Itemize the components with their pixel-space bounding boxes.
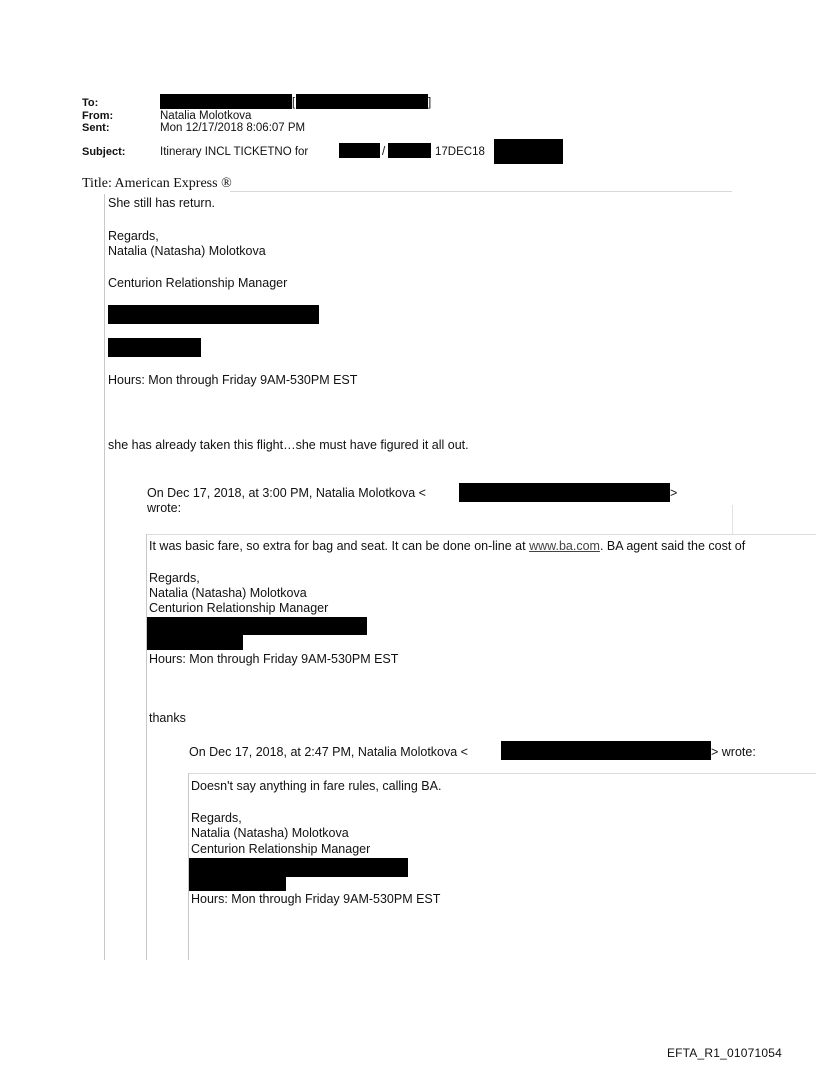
subject-label: Subject:	[82, 146, 126, 158]
redaction-quote-1-sig-1	[147, 617, 367, 635]
quote-1-right-mark	[732, 505, 733, 534]
ba-link[interactable]: www.ba.com	[529, 539, 600, 553]
quote-1-body: It was basic fare, so extra for bag and seat. It can be done on-line at www.ba.com. BA agent said the cost of	[149, 539, 746, 553]
quote-2-signature-name: Natalia (Natasha) Molotkova	[191, 826, 349, 840]
quote-2-intro: On Dec 17, 2018, at 2:47 PM, Natalia Molotkova <	[189, 745, 468, 759]
redaction-subject-1	[339, 143, 380, 158]
redaction-signature-1	[108, 305, 319, 324]
redaction-quote-2-sig-1	[189, 858, 408, 877]
subject-slash: /	[382, 146, 386, 158]
subject-prefix: Itinerary INCL TICKETNO for	[160, 146, 309, 158]
quote-1-left-border	[146, 534, 147, 960]
redaction-to-name	[160, 94, 292, 109]
document-id: EFTA_R1_01071054	[666, 1046, 782, 1060]
quote-2-intro-suffix: > wrote:	[711, 745, 756, 759]
message-1-text: She still has return.	[108, 196, 215, 210]
quote-1-wrote: wrote:	[147, 501, 182, 515]
redaction-subject-2	[388, 143, 431, 158]
quote-2-top-rule	[189, 773, 816, 774]
message-left-border	[104, 194, 105, 960]
sent-value: Mon 12/17/2018 8:06:07 PM	[160, 122, 306, 134]
quote-2-hours: Hours: Mon through Friday 9AM-530PM EST	[191, 892, 441, 906]
to-bracket-close: ]	[428, 97, 432, 109]
message-1-signature-role: Centurion Relationship Manager	[108, 276, 288, 290]
quote-1-reply: thanks	[149, 711, 186, 725]
subject-date: 17DEC18	[435, 146, 485, 158]
quote-1-signature-name: Natalia (Natasha) Molotkova	[149, 586, 307, 600]
quote-2-regards: Regards,	[191, 811, 242, 825]
quote-1-hours: Hours: Mon through Friday 9AM-530PM EST	[149, 652, 399, 666]
sent-label: Sent:	[82, 122, 110, 134]
message-1-signature-name: Natalia (Natasha) Molotkova	[108, 244, 266, 258]
from-value: Natalia Molotkova	[160, 110, 252, 122]
redaction-quote-2-email	[501, 741, 711, 760]
redaction-to-email	[296, 94, 428, 109]
redaction-quote-1-email	[459, 483, 670, 502]
message-1-regards: Regards,	[108, 229, 159, 243]
quote-1-top-rule	[147, 534, 816, 535]
quote-1-intro: On Dec 17, 2018, at 3:00 PM, Natalia Molotkova <	[147, 486, 426, 500]
quote-1-regards: Regards,	[149, 571, 200, 585]
redaction-quote-2-sig-2	[189, 877, 286, 891]
quote-2-signature-role: Centurion Relationship Manager	[191, 842, 371, 856]
quote-2-text: Doesn't say anything in fare rules, calling BA.	[191, 779, 442, 793]
to-bracket-open: [	[292, 97, 296, 109]
from-label: From:	[82, 110, 114, 122]
message-2-text: she has already taken this flight…she must have figured it all out.	[108, 438, 469, 452]
redaction-signature-2	[108, 338, 201, 357]
redaction-quote-1-sig-2	[147, 635, 243, 650]
title-line: Title: American Express ®	[82, 176, 232, 191]
quote-1-signature-role: Centurion Relationship Manager	[149, 601, 329, 615]
to-label: To:	[82, 97, 99, 109]
redaction-subject-3	[494, 139, 563, 164]
title-rule	[230, 191, 732, 192]
message-1-hours: Hours: Mon through Friday 9AM-530PM EST	[108, 373, 358, 387]
quote-1-intro-suffix: >	[670, 486, 678, 500]
